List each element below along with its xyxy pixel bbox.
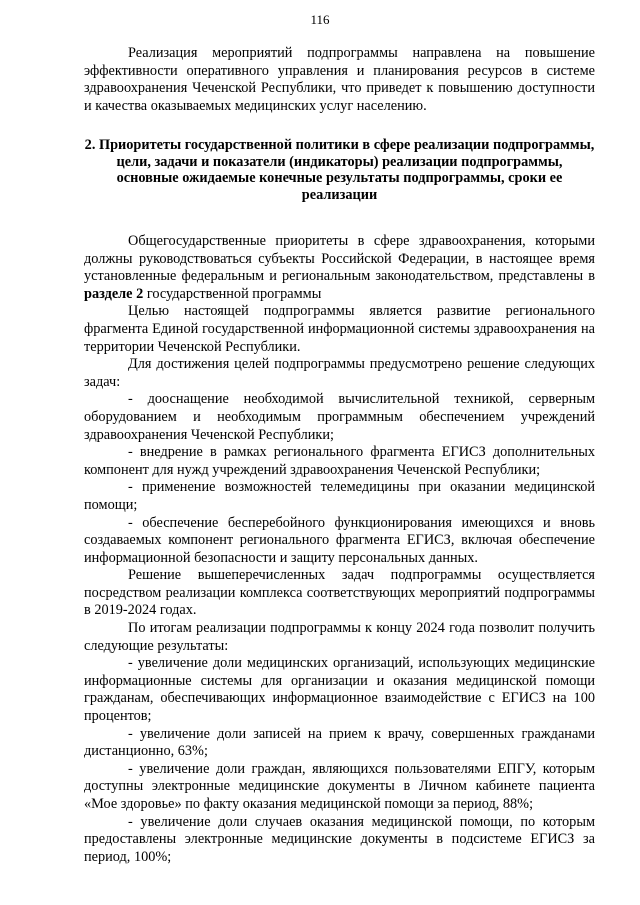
tasks-intro-paragraph: Для достижения целей подпрограммы предусмотрено решение следующих задач: bbox=[84, 356, 595, 390]
page-number: 116 bbox=[310, 12, 330, 27]
task-item: - дооснащение необходимой вычислительной техникой, серверным оборудованием и необходимым программным обеспечением учреждений здравоохранения Чеченской Республики; bbox=[84, 391, 595, 443]
priorities-text-end: государственной программы bbox=[143, 285, 322, 302]
result-item: - увеличение доли записей на прием к врачу, совершенных гражданами дистанционно, 63%; bbox=[84, 725, 595, 760]
result-item: - увеличение доли случаев оказания медицинской помощи, по которым предоставлены электронные медицинские документы в подсистеме ЕГИСЗ за период, 100%; bbox=[84, 813, 595, 865]
priorities-paragraph bbox=[84, 233, 595, 303]
section-reference: разделе 2 bbox=[84, 285, 144, 302]
result-item: - увеличение доли граждан, являющихся пользователями ЕПГУ, которым доступны электронные медицинские документы в Личном кабинете пациента «Мое здоровье» по факту оказания медицинской помощи за период, 88%; bbox=[84, 760, 595, 812]
task-item: - внедрение в рамках регионального фрагмента ЕГИСЗ дополнительных компонент для нужд учреждений здравоохранения Чеченской Республики; bbox=[84, 444, 595, 478]
document-body bbox=[84, 45, 595, 866]
goal-paragraph: Целью настоящей подпрограммы является развитие регионального фрагмента Единой государственной информационной системы здравоохранения на территории Чеченской Республики. bbox=[84, 303, 595, 355]
section-heading: 2. Приоритеты государственной политики в сфере реализации подпрограммы, цели, задачи и показатели (индикаторы) реализации подпрограммы, основные ожидаемые конечные результаты подпрограммы, сроки ее реализации bbox=[84, 137, 595, 203]
intro-paragraph: Реализация мероприятий подпрограммы направлена на повышение эффективности оперативного управления и планирования ресурсов в системе здравоохранения Чеченской Республики, что приведет к повышению доступности и качества оказываемых медицинских услуг населению. bbox=[84, 45, 595, 114]
results-intro-paragraph: По итогам реализации подпрограммы к концу 2024 года позволит получить следующие результаты: bbox=[84, 620, 595, 654]
task-item: - обеспечение бесперебойного функционирования имеющихся и вновь создаваемых компонент регионального фрагмента ЕГИСЗ, включая обеспечение информационной безопасности и защиту персональных данных. bbox=[84, 514, 595, 566]
result-item: - увеличение доли медицинских организаций, использующих медицинские информационные системы для организации и оказания медицинской помощи гражданам, обеспечивающих информационное взаимодействие с ЕГИСЗ на 100 процентов; bbox=[84, 655, 595, 725]
task-item: - применение возможностей телемедицины при оказании медицинской помощи; bbox=[84, 479, 595, 513]
priorities-text: Общегосударственные приоритеты в сфере здравоохранения, которыми должны руководствоваться субъекты Российской Федерации, в настоящее время установленные федеральным и региональным законодательством, представлены в bbox=[84, 233, 595, 285]
implementation-paragraph: Решение вышеперечисленных задач подпрограммы осуществляется посредством реализации комплекса соответствующих мероприятий подпрограммы в 2019-2024 годах. bbox=[84, 567, 595, 619]
